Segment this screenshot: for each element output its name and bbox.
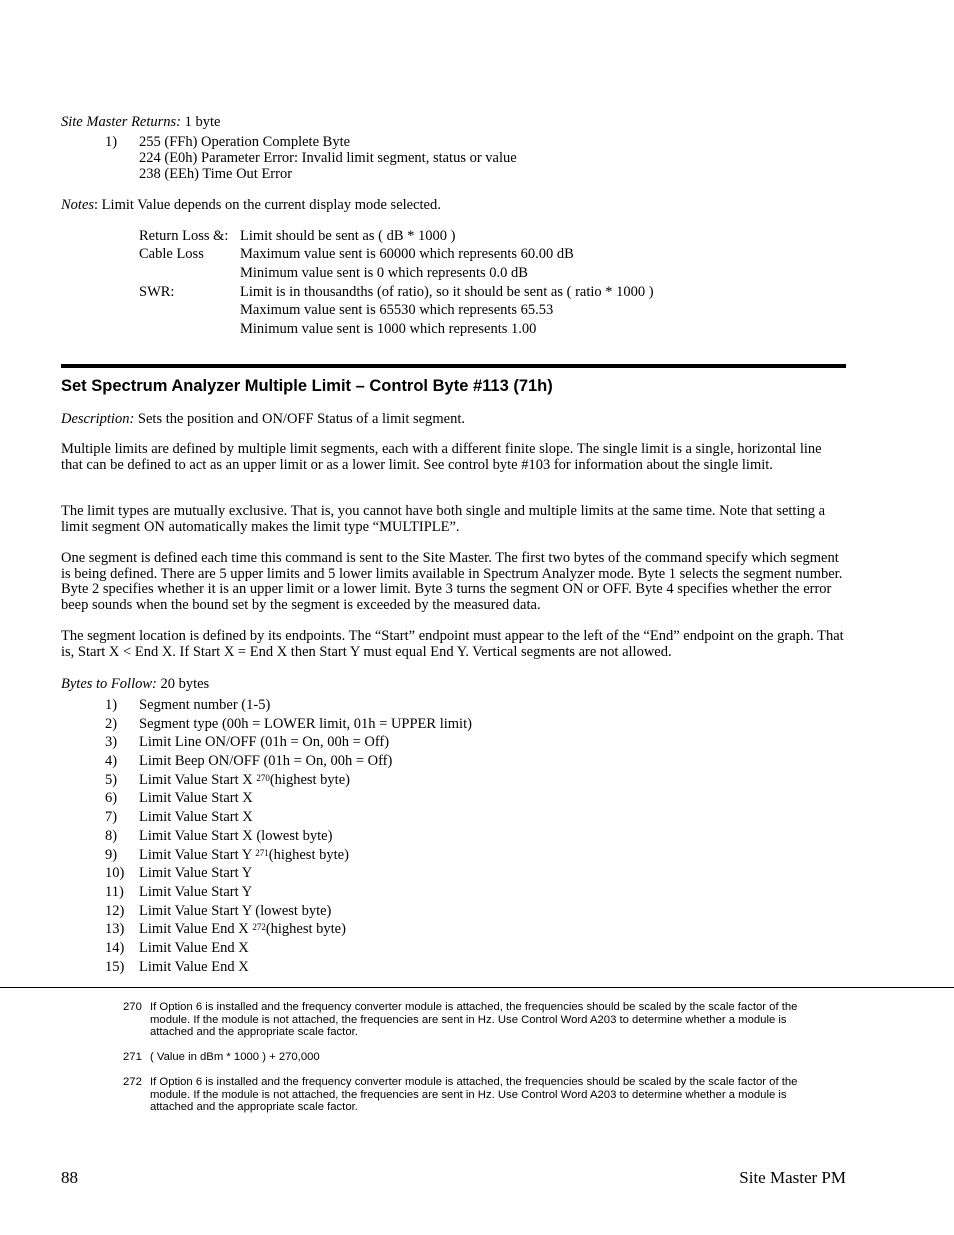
list-item-text: Limit Value End X bbox=[139, 921, 253, 937]
limit-term: SWR: bbox=[139, 284, 175, 300]
list-item-text: Limit Value Start Y bbox=[139, 884, 253, 900]
list-item bbox=[139, 697, 270, 713]
list-item-number: 12) bbox=[105, 903, 125, 919]
list-item-text: Limit Value End X bbox=[139, 940, 249, 956]
list-item bbox=[139, 940, 249, 956]
section-divider bbox=[61, 364, 846, 368]
list-item bbox=[139, 734, 389, 750]
notes-text: : Limit Value depends on the current display mode selected. bbox=[94, 197, 441, 213]
footnote-number: 272 bbox=[123, 1076, 142, 1088]
list-item-text: Limit Beep ON/OFF (01h = On, 00h = Off) bbox=[139, 753, 393, 769]
limit-desc: Minimum value sent is 0 which represents 0.0 dB bbox=[240, 265, 528, 281]
list-item-text: Limit Value Start Y bbox=[139, 865, 253, 881]
list-item-text: Limit Value Start Y (lowest byte) bbox=[139, 903, 332, 919]
bytes-line bbox=[61, 676, 209, 692]
footnote-ref[interactable]: 270 bbox=[256, 773, 270, 783]
list-item-number: 15) bbox=[105, 959, 125, 975]
list-item-number: 2) bbox=[105, 716, 118, 732]
list-item-suffix: (highest byte) bbox=[269, 772, 350, 788]
document-title: Site Master PM bbox=[739, 1168, 846, 1187]
returns-value: 1 byte bbox=[181, 114, 221, 130]
bytes-value: 20 bytes bbox=[156, 676, 210, 692]
description-label: Description: bbox=[61, 411, 135, 427]
returns-label: Site Master Returns: bbox=[61, 114, 182, 130]
list-item-text: Limit Value End X bbox=[139, 959, 249, 975]
returns-code-3: 238 (EEh) Time Out Error bbox=[139, 166, 293, 182]
list-item-text: Limit Value Start Y bbox=[139, 847, 256, 863]
list-item-number: 1) bbox=[105, 697, 118, 713]
list-item bbox=[139, 753, 392, 769]
list-item bbox=[139, 716, 472, 732]
list-item-text: Limit Value Start X (lowest byte) bbox=[139, 828, 333, 844]
description-text: Sets the position and ON/OFF Status of a limit segment. bbox=[134, 411, 465, 427]
footnote-text: If Option 6 is installed and the frequency converter module is attached, the frequencies should be scaled by the scale factor of the module. If the module is not attached, the frequencies are sent in Hz. Use Control Word A203 to determine whether a module is attached and the appropriate scale factor. bbox=[150, 1076, 798, 1113]
limit-term: Cable Loss bbox=[139, 246, 204, 262]
list-item-text: Segment number (1-5) bbox=[139, 697, 271, 713]
returns-line bbox=[61, 114, 220, 130]
list-item-number: 4) bbox=[105, 753, 118, 769]
footnote-ref[interactable]: 272 bbox=[252, 922, 266, 932]
limit-desc: Maximum value sent is 60000 which represents 60.00 dB bbox=[240, 246, 574, 262]
list-item bbox=[139, 847, 349, 863]
list-item-text: Limit Value Start X bbox=[139, 772, 257, 788]
list-item bbox=[139, 959, 249, 975]
returns-code-1: 255 (FFh) Operation Complete Byte bbox=[139, 134, 351, 150]
list-item bbox=[139, 865, 252, 881]
notes-line bbox=[61, 197, 441, 213]
list-item bbox=[139, 772, 350, 788]
description-line bbox=[61, 411, 465, 427]
limit-desc: Limit is in thousandths (of ratio), so it should be sent as ( ratio * 1000 ) bbox=[240, 284, 654, 300]
list-item-suffix: (highest byte) bbox=[268, 847, 349, 863]
list-item-text: Limit Value Start X bbox=[139, 809, 253, 825]
footnote-ref[interactable]: 271 bbox=[255, 848, 269, 858]
footnote-number: 271 bbox=[123, 1051, 142, 1063]
list-item-number: 7) bbox=[105, 809, 118, 825]
paragraph-multiple-limits: Multiple limits are defined by multiple limit segments, each with a different finite slope. The single limit is a single, horizontal line that can be defined to act as an upper limit or as a lower limit. See control byte #103 for information about the single limit. bbox=[61, 441, 822, 473]
limit-desc: Maximum value sent is 65530 which represents 65.53 bbox=[240, 302, 554, 318]
limit-term: Return Loss &: bbox=[139, 228, 229, 244]
limit-desc: Minimum value sent is 1000 which represents 1.00 bbox=[240, 321, 537, 337]
list-item-suffix: (highest byte) bbox=[265, 921, 346, 937]
list-item bbox=[139, 809, 253, 825]
list-item bbox=[139, 884, 252, 900]
list-item-number: 14) bbox=[105, 940, 125, 956]
notes-label: Notes bbox=[61, 197, 95, 213]
list-item-number: 8) bbox=[105, 828, 118, 844]
page-number: 88 bbox=[61, 1168, 78, 1187]
list-item-text: Limit Value Start X bbox=[139, 790, 253, 806]
list-item bbox=[139, 903, 331, 919]
list-item-number: 9) bbox=[105, 847, 118, 863]
paragraph-exclusive: The limit types are mutually exclusive. That is, you cannot have both single and multiple limits at the same time. Note that setting a limit segment ON automatically makes the limit type “MULTIPLE”. bbox=[61, 503, 826, 535]
footnote-text: If Option 6 is installed and the frequency converter module is attached, the frequencies should be scaled by the scale factor of the module. If the module is not attached, the frequencies are sent in Hz. Use Control Word A203 to determine whether a module is attached and the appropriate scale factor. bbox=[150, 1001, 798, 1038]
footnote-number: 270 bbox=[123, 1001, 142, 1013]
section-title: Set Spectrum Analyzer Multiple Limit – Control Byte #113 (71h) bbox=[61, 377, 553, 395]
paragraph-segment-defined: One segment is defined each time this command is sent to the Site Master. The first two bytes of the command specify which segment is being defined. There are 5 upper limits and 5 lower limits available in Spectrum Analyzer mode. Byte 1 selects the segment number. Byte 2 specifies whether it is an upper limit or a lower limit. Byte 3 turns the segment ON or OFF. Byte 4 specifies whether the error beep sounds when the bound set by the segment is exceeded by the measured data. bbox=[61, 550, 843, 613]
list-item-number: 11) bbox=[105, 884, 124, 900]
returns-number: 1) bbox=[105, 134, 118, 150]
list-item bbox=[139, 790, 253, 806]
limit-desc: Limit should be sent as ( dB * 1000 ) bbox=[240, 228, 456, 244]
footnote-divider bbox=[0, 987, 954, 988]
paragraph-segment-location: The segment location is defined by its endpoints. The “Start” endpoint must appear to the left of the “End” endpoint on the graph. That is, Start X < End X. If Start X = End X then Start Y must equal End Y. Vertical segments are not allowed. bbox=[61, 628, 844, 660]
list-item-number: 6) bbox=[105, 790, 118, 806]
list-item-text: Segment type (00h = LOWER limit, 01h = UPPER limit) bbox=[139, 716, 472, 732]
footnote-text: ( Value in dBm * 1000 ) + 270,000 bbox=[150, 1051, 320, 1063]
list-item-number: 13) bbox=[105, 921, 125, 937]
returns-code-2: 224 (E0h) Parameter Error: Invalid limit segment, status or value bbox=[139, 150, 517, 166]
list-item-number: 3) bbox=[105, 734, 118, 750]
list-item-number: 10) bbox=[105, 865, 125, 881]
list-item-number: 5) bbox=[105, 772, 118, 788]
list-item bbox=[139, 921, 346, 937]
list-item-text: Limit Line ON/OFF (01h = On, 00h = Off) bbox=[139, 734, 390, 750]
bytes-label: Bytes to Follow: bbox=[61, 676, 157, 692]
list-item bbox=[139, 828, 332, 844]
